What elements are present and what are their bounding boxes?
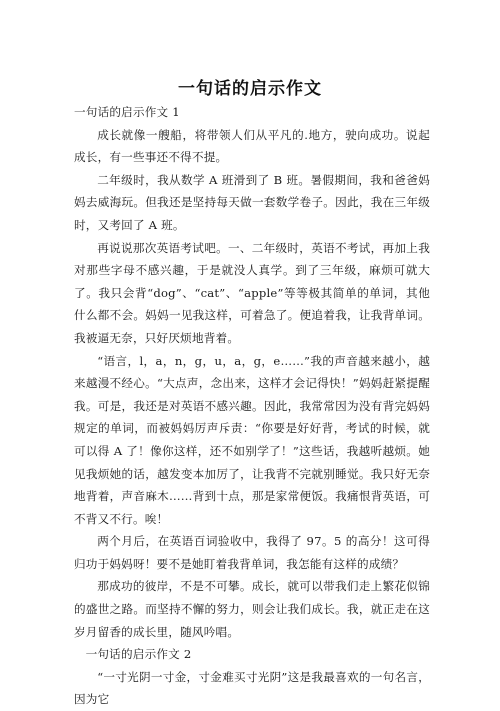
section-heading: 一句话的启示作文 1 (74, 105, 180, 119)
paragraph: 再说说那次英语考试吧。一、二年级时，英语不考试，再加上我对那些字母不感兴趣，于是就没人真学。到了三年级，麻烦可就大了。我只会背“dog”、“cat”、“apple”等等极其简单的单词，其他什么都不会。妈妈一见我这样，可着急了。便追着我，让我背单词。我被逼无奈，只好厌烦地背着。 (74, 240, 430, 345)
paragraph: 那成功的彼岸，不是不可攀。成长，就可以带我们走上繁花似锦的盛世之路。而坚持不懈的努力，则会让我们成长。我，就正走在这岁月留香的成长里，随风吟唱。 (74, 579, 430, 639)
document-body (74, 101, 430, 711)
paragraph: 两个月后，在英语百词验收中，我得了 97。5 的高分！这可得归功于妈妈呀！要不是她盯着我背单词，我怎能有这样的成绩？ (74, 534, 430, 571)
document-title: 一句话的启示作文 (178, 79, 322, 99)
paragraph: “一寸光阴一寸金，寸金难买寸光阴”这是我最喜欢的一句名言，因为它 (74, 669, 430, 707)
paragraph: “语言，l，a，n，g，u，a，g，e……”我的声音越来越小，越来越漫不经心。“大点声，念出来，这样才会记得快！”妈妈赶紧提醒我。可是，我还是对英语不感兴趣。因此，我常常因为没有背完妈妈规定的单词，而被妈妈厉声斥责：“你要是好好背，考试的时候，就可以得 A 了！像你这样，还不如别学了！”这些话，我越听越烦。她见我烦她的话，越发变本加厉了，让我背不完就别睡觉。我只好无奈地背着，声音麻木……背到十点，那是家常便饭。我痛恨背英语，可不背又不行。唉！ (74, 353, 430, 526)
section-heading: 一句话的启示作文 2 (85, 647, 192, 662)
paragraph: 二年级时，我从数学 A 班滑到了 B 班。暑假期间，我和爸爸妈妈去威海玩。但我还是坚持每天做一套数学卷子。因此，我在三年级时，又考回了 A 班。 (74, 172, 430, 232)
paragraph: 成长就像一艘船，将带领人们从平凡的.地方，驶向成功。说起成长，有一些事还不得不提。 (74, 127, 430, 165)
